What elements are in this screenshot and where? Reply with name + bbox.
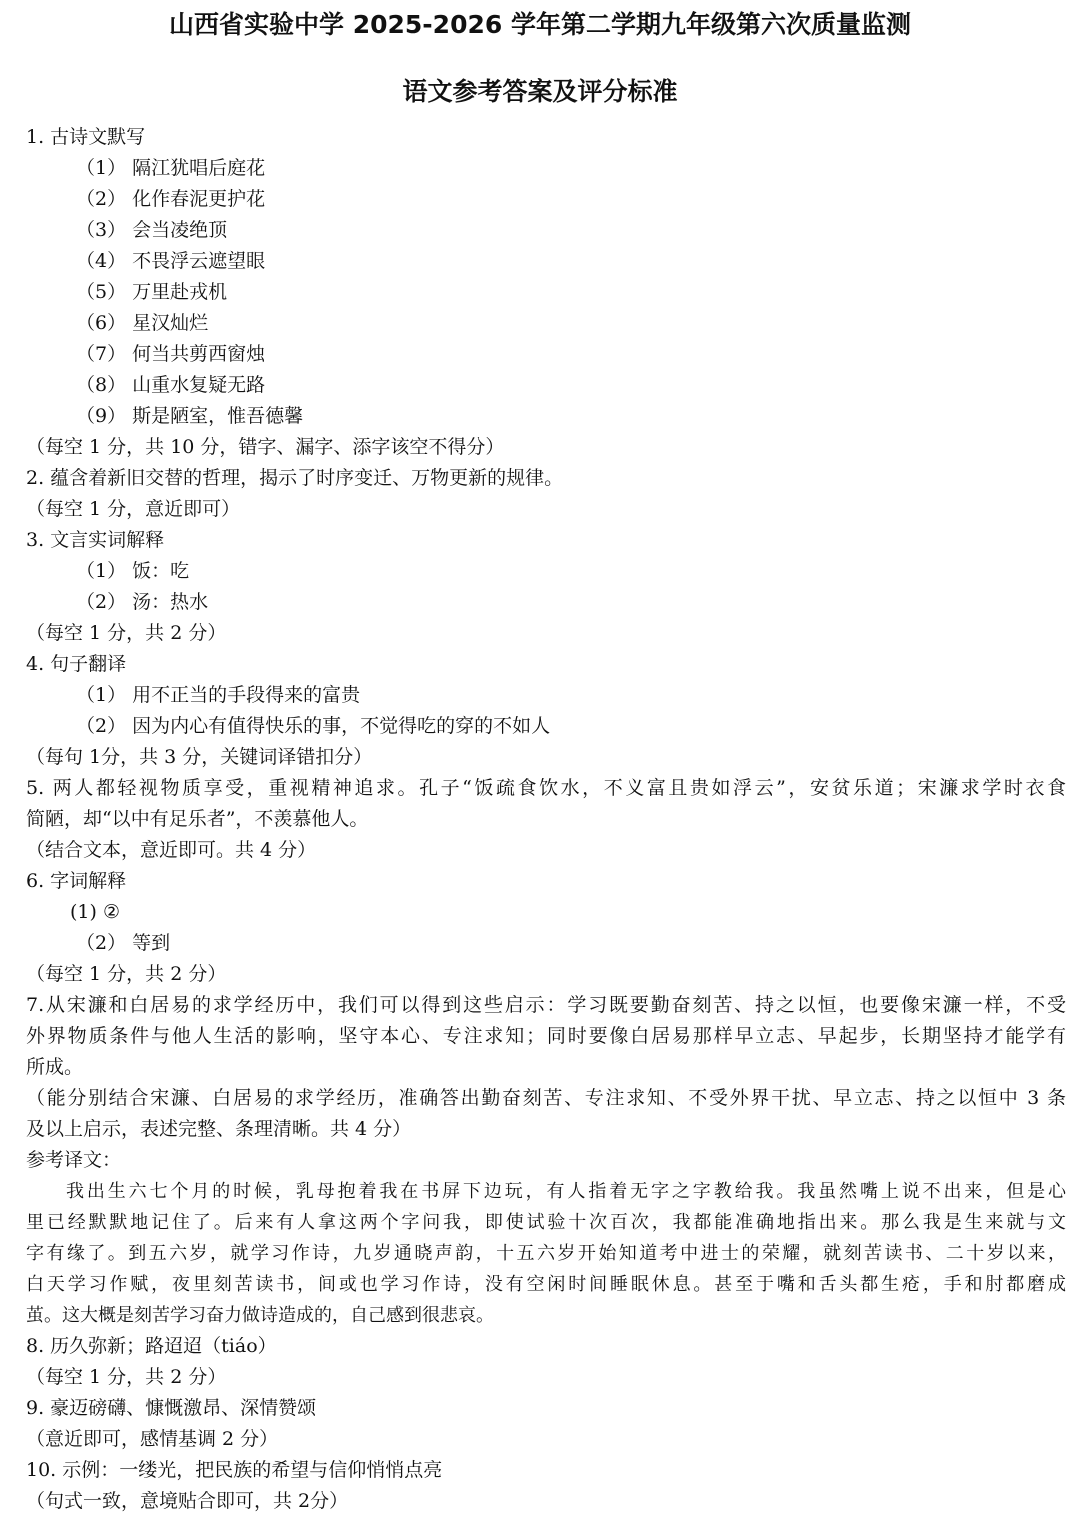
q8-answer: 8. 历久弥新；路迢迢（tiáo） <box>26 1335 277 1357</box>
q7-answer-line: 外界物质条件与他人生活的影响，坚守本心、专注求知；同时要像白居易那样早立志、早起步，长期坚持才能学有 <box>26 1025 1066 1047</box>
q5-answer-line: 5. 两人都轻视物质享受，重视精神追求。孔子“饭疏食饮水，不义富且贵如浮云”，安贫乐道；宋濂求学时衣食 <box>26 777 1066 799</box>
q4-item: （2） 因为内心有值得快乐的事，不觉得吃的穿的不如人 <box>76 715 551 737</box>
q6-item: (1) ② <box>70 901 120 923</box>
q7-scoring-note: （能分别结合宋濂、白居易的求学经历，准确答出勤奋刻苦、专注求知、不受外界干扰、早立志、持之以恒中 3 条 <box>26 1087 1066 1109</box>
q1-item: （2） 化作春泥更护花 <box>76 188 266 210</box>
translation-line: 白天学习作赋，夜里刻苦读书，间或也学习作诗，没有空闲时间睡眠休息。甚至于嘴和舌头都生疮，手和肘都磨成 <box>26 1274 1066 1295</box>
q9-scoring-note: （意近即可，感情基调 2 分） <box>26 1428 279 1450</box>
translation-heading: 参考译文： <box>26 1149 122 1171</box>
q1-item: （3） 会当凌绝顶 <box>76 219 228 241</box>
translation-line: 里已经默默地记住了。后来有人拿这两个字问我，即使试验十次百次，我都能准确地指出来。那么我是生来就与文 <box>26 1212 1066 1233</box>
q1-item: （7） 何当共剪西窗烛 <box>76 343 266 365</box>
translation-line: 字有缘了。到五六岁，就学习作诗，九岁通晓声韵，十五六岁开始知道考中进士的荣耀，就刻苦读书、二十岁以来， <box>26 1243 1066 1264</box>
q3-heading: 3. 文言实词解释 <box>26 529 165 551</box>
q2-scoring-note: （每空 1 分，意近即可） <box>26 498 241 520</box>
translation-line: 茧。这大概是刻苦学习奋力做诗造成的，自己感到很悲哀。 <box>26 1305 494 1326</box>
q6-heading: 6. 字词解释 <box>26 870 127 892</box>
q10-answer: 10. 示例：一缕光，把民族的希望与信仰悄悄点亮 <box>26 1459 443 1481</box>
answer-content <box>26 122 1066 1517</box>
q1-item: （8） 山重水复疑无路 <box>76 374 266 396</box>
q10-scoring-note: （句式一致，意境贴合即可，共 2分） <box>26 1490 349 1512</box>
q3-scoring-note: （每空 1 分，共 2 分） <box>26 622 227 644</box>
document-title: 山西省实验中学 2025-2026 学年第二学期九年级第六次质量监测 <box>169 10 911 39</box>
q2-answer: 2. 蕴含着新旧交替的哲理，揭示了时序变迁、万物更新的规律。 <box>26 467 564 489</box>
q6-item: （2） 等到 <box>76 932 171 954</box>
q6-scoring-note: （每空 1 分，共 2 分） <box>26 963 227 985</box>
q5-answer-line: 简陋，却“以中有足乐者”，不羡慕他人。 <box>26 808 369 830</box>
q1-scoring-note: （每空 1 分，共 10 分，错字、漏字、添字该空不得分） <box>26 436 505 458</box>
q5-scoring-note: （结合文本，意近即可。共 4 分） <box>26 839 317 861</box>
q7-scoring-note: 及以上启示，表述完整、条理清晰。共 4 分） <box>26 1118 412 1140</box>
q8-scoring-note: （每空 1 分，共 2 分） <box>26 1366 227 1388</box>
q7-answer-line: 7.从宋濂和白居易的求学经历中，我们可以得到这些启示：学习既要勤奋刻苦、持之以恒，也要像宋濂一样，不受 <box>26 994 1066 1016</box>
q1-item: （4） 不畏浮云遮望眼 <box>76 250 266 272</box>
q4-heading: 4. 句子翻译 <box>26 653 127 675</box>
q3-item: （1） 饭：吃 <box>76 560 190 582</box>
q7-answer-line: 所成。 <box>26 1056 84 1078</box>
q4-scoring-note: （每句 1分，共 3 分，关键词译错扣分） <box>26 746 373 768</box>
q1-item: （6） 星汉灿烂 <box>76 312 209 334</box>
q1-item: （1） 隔江犹唱后庭花 <box>76 157 266 179</box>
q1-heading: 1. 古诗文默写 <box>26 126 146 148</box>
document-subtitle: 语文参考答案及评分标准 <box>402 77 678 106</box>
q3-item: （2） 汤：热水 <box>76 591 209 613</box>
q9-answer: 9. 豪迈磅礴、慷慨激昂、深情赞颂 <box>26 1397 317 1419</box>
q1-item: （9） 斯是陋室，惟吾德馨 <box>76 405 304 427</box>
translation-line: 我出生六七个月的时候，乳母抱着我在书屏下边玩，有人指着无字之字教给我。我虽然嘴上说不出来，但是心 <box>66 1181 1066 1202</box>
q4-item: （1） 用不正当的手段得来的富贵 <box>76 684 361 706</box>
q1-item: （5） 万里赴戎机 <box>76 281 228 303</box>
